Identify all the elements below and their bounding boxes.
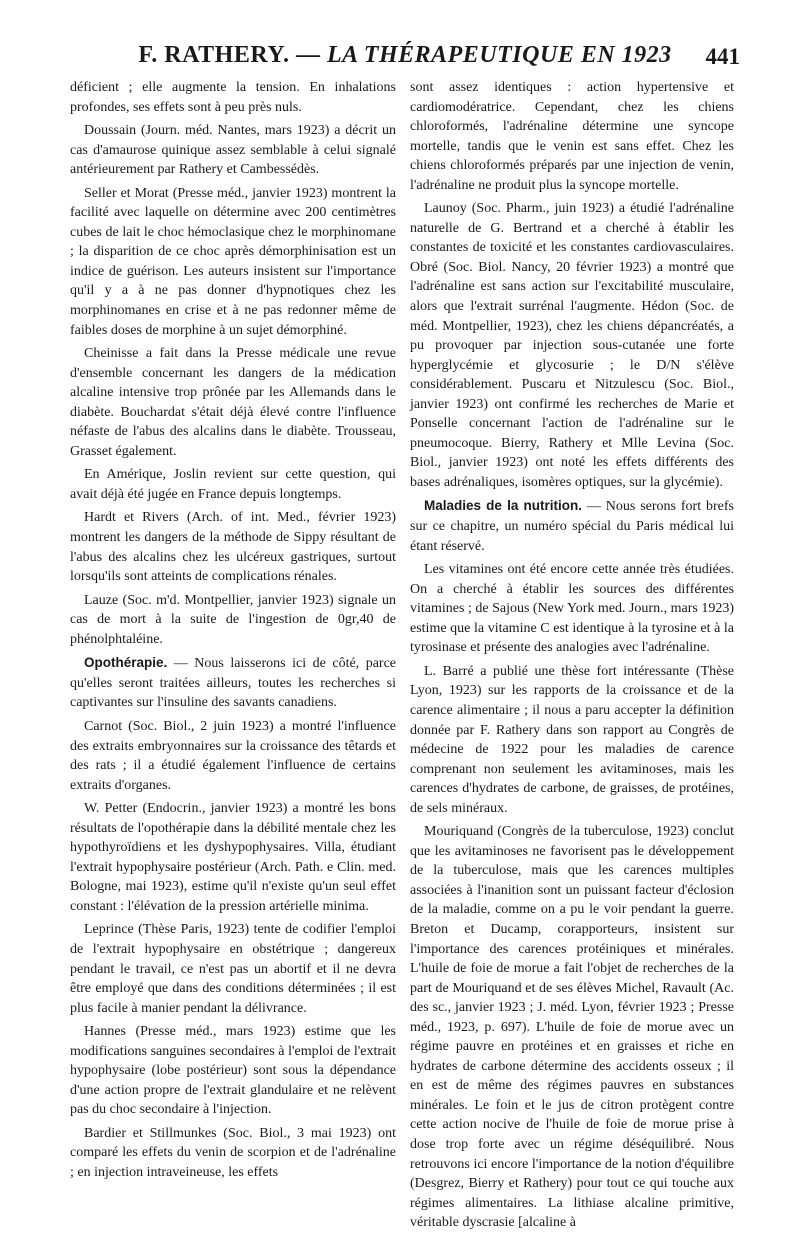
title-italic: LA THÉRAPEUTIQUE EN 1923: [326, 42, 672, 68]
left-paragraph-4: Cheinisse a fait dans la Presse médicale une revue d'ensemble concernant les dangers de la médication alcaline intensive trop prônée par les Allemands dans le diabète. Bouchardat s'était déjà élevé contre l'influence néfaste de l'abus des alcalins dans le diabète. Trousseau, Grasset également.: [70, 346, 396, 459]
section-heading-maladies-nutrition: Maladies de la nutrition.: [424, 498, 582, 514]
left-paragraph-11: Leprince (Thèse Paris, 1923) tente de codifier l'emploi de l'extrait hypophysaire en obstétrique ; dangereux pendant le travail, ce n'est pas un abortif et il ne devra être employé que dans des conditions déterminées ; il est plus facile à manier pendant la délivrance.: [70, 922, 396, 1016]
left-paragraph-2: Doussain (Journ. méd. Nantes, mars 1923) a décrit un cas d'amaurose quinique assez semblable à celui signalé antérieurement par Rathery et Cambessédès.: [70, 123, 396, 178]
running-title: [70, 42, 740, 69]
right-paragraph-4: Les vitamines ont été encore cette année très étudiées. On a cherché à établir les sources des différentes vitamines ; de Sajous (New York med. Journ., mars 1923) estime que la vitamine C est identique à la tyrosine et à la tyrosinase et présente des analogies avec l'adrénaline.: [410, 562, 734, 656]
left-paragraph-1: déficient ; elle augmente la tension. En inhalations profondes, ses effets sont à peu près nuls.: [70, 80, 396, 115]
right-paragraph-5: L. Barré a publié une thèse fort intéressante (Thèse Lyon, 1923) sur les rapports de la croissance et de la carence alimentaire ; il nous a paru accepter la définition donnée par F. Rathery dans son rapport au Congrès de médecine de 1922 pour les maladies de carence comprenant non seulement les avitaminoses, mais les carences d'hydrates de carbone, de graisses, de protéines, de sels minéraux.: [410, 663, 734, 816]
left-paragraph-12: Hannes (Presse méd., mars 1923) estime que les modifications sanguines secondaires à l'emploi de l'extrait hypophysaire (lobe postérieur) sont sous la dépendance d'une action propre de l'extrait glandulaire et ne relèvent pas du choc secondaire à l'injection.: [70, 1024, 396, 1118]
left-paragraph-5: En Amérique, Joslin revient sur cette question, qui avait déjà été jugée en France depuis longtemps.: [70, 467, 396, 502]
page-number: 441: [705, 44, 740, 69]
right-paragraph-6: Mouriquand (Congrès de la tuberculose, 1923) conclut que les avitaminoses ne favorisent pas le développement de la tuberculose, mais que les carences multiples associées à l'inanition sont un puissant facteur d'éclosion de la maladie, comme on a pu le voir pendant la guerre. Breton et Ducamp, corapporteurs, insistent sur l'importance des carences protéiniques et minérales. L'huile de foie de morue a fait l'objet de recherches de la part de Mouriquand et de ses élèves Michel, Ravault (Ac. des sc., janvier 1923 ; J. méd. Lyon, février 1923 ; Presse méd., 1923, p. 697). L'huile de foie de morue avec un régime pauvre en protéines et en graisses et riche en hydrates de carbone détermine des accidents osseux ; il en est de même des régimes pauvres en substances minérales. Le foin et le jus de citron protègent contre cette action nocive de l'huile de foie de morue prise à dose trop forte avec un régime déséquilibré. Nous retrouvons ici encore l'importance de la notion d'équilibre (Desgrez, Bierry et Rathery) pour tout ce qui touche aux régimes alimentaires. La lithiase alcaline primitive, véritable dyscrasie [alcaline à: [410, 824, 734, 1231]
right-paragraph-2: Launoy (Soc. Pharm., juin 1923) a étudié l'adrénaline naturelle de G. Bertrand et a cherché à établir les constantes de toxicité et les constantes cardiovasculaires. Obré (Soc. Biol. Nancy, 20 février 1923) a montré que l'adrénaline est sans action sur l'excitabilité musculaire, alors que l'extrait surrénal l'augmente. Hédon (Soc. de méd. Montpellier, 1923), chez les chiens dépancréatés, a pu provoquer par injection sous-cutanée une forte hyperglycémie et glycosurie ; le D/N s'élève considérablement. Puscaru et Nitzulescu (Soc. Biol., janvier 1923) ont confirmé les recherches de Marie et Ponselle concernant l'action de l'adrénaline sur le pneumocoque. Bierry, Rathery et Mlle Levina (Soc. Biol., janvier 1923) ont noté les effets différents des bases adrénaliques, isomères optiques, sur la glycémie).: [410, 201, 734, 490]
running-header: [70, 42, 740, 82]
right-column: [410, 78, 734, 1233]
left-paragraph-6: Hardt et Rivers (Arch. of int. Med., février 1923) montrent les dangers de la méthode de Sippy résultant de l'abus des alcalins chez les ulcéreux gastriques, surtout lorsqu'ils sont atteints de complications rénales.: [70, 510, 396, 585]
left-column: [70, 78, 396, 1183]
left-paragraph-13: Bardier et Stillmunkes (Soc. Biol., 3 mai 1923) ont comparé les effets du venin de scorpion et de l'adrénaline ; en injection intraveineuse, les effets: [70, 1125, 396, 1180]
left-paragraph-10: W. Petter (Endocrin., janvier 1923) a montré les bons résultats de l'opothérapie dans la débilité mentale chez les hypothyroïdiens et les dyshypophysaires. Villa, étudiant l'extrait hypophysaire postérieur (Arch. Path. e Clin. med. Bologne, mai 1923), estime qu'il n'existe qu'un seul effet constant : l'élévation de la pression artérielle minima.: [70, 801, 396, 914]
right-paragraph-3: [410, 496, 734, 556]
left-paragraph-9: Carnot (Soc. Biol., 2 juin 1923) a montré l'influence des extraits embryonnaires sur la croissance des têtards et des rats ; il a étudié également l'influence de certains extraits d'organes.: [70, 718, 396, 793]
left-paragraph-8: [70, 653, 396, 713]
title-prefix: F. RATHERY. —: [138, 42, 327, 68]
left-paragraph-3: Seller et Morat (Presse méd., janvier 1923) montrent la facilité avec laquelle on détermine avec 200 centimètres cubes de lait le choc hémoclasique chez le morphinomane ; la disparition de ce choc après démorphinisation est un indice de guérison. Les auteurs insistent sur l'importance qu'il y a à ne pas donner d'hypnotiques chez les morphinomanes en crise et à ne pas redonner même de faibles doses de morphine à un sujet démorphiné.: [70, 185, 396, 338]
left-paragraph-8-text: — Nous laisserons ici de côté, parce qu'elles seront traitées ailleurs, toutes les recherches si captivantes sur l'insuline des savants canadiens.: [70, 656, 396, 711]
right-paragraph-3-text: — Nous serons fort brefs sur ce chapitre, un numéro spécial du Paris médical lui étant réservé.: [410, 499, 734, 554]
right-paragraph-1: sont assez identiques : action hypertensive et cardiomodératrice. Cependant, chez les chiens chloroformés, l'adrénaline détermine une syncope mortelle, tandis que le venin est sans effet. Chez les chiens chloroformés préparés par une injection de venin, l'adrénaline ne produit plus la syncope mortelle.: [410, 80, 734, 193]
section-heading-opotherapie: Opothérapie.: [84, 655, 168, 671]
left-paragraph-7: Lauze (Soc. m'd. Montpellier, janvier 1923) signale un cas de mort à la suite de l'ingestion de 0gr,40 de phénolphtaléine.: [70, 592, 396, 647]
